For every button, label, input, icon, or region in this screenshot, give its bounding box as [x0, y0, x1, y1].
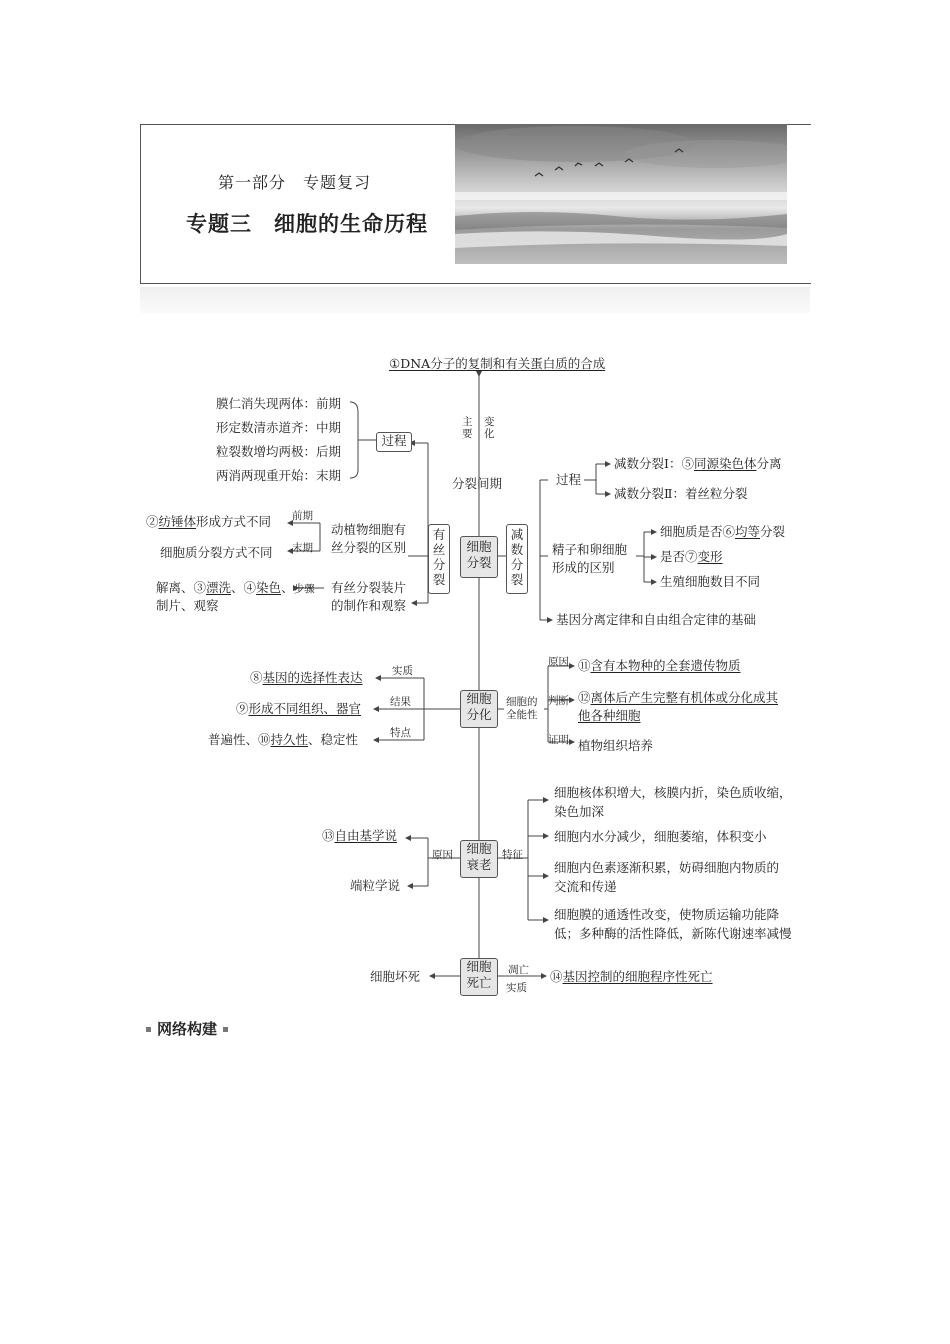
meiosis-2-item: 减数分裂Ⅱ：着丝粒分裂	[614, 486, 748, 501]
phase-anaphase: 粒裂数增均两极：后期	[216, 444, 342, 459]
result-label: 结果	[390, 696, 411, 708]
telomere-item: 端粒学说	[350, 878, 401, 893]
sperm-egg-line1: 精子和卵细胞	[552, 542, 628, 557]
aging-feature-3: 细胞内色素逐渐积累，妨碍细胞内物质的 交流和传递	[554, 860, 780, 894]
judge-item-line2: 他各种细胞	[578, 708, 641, 723]
death-node: 细胞 死亡	[460, 958, 498, 996]
aging-cause-label: 原因	[432, 849, 453, 861]
cause-label: 原因	[548, 656, 569, 668]
phase-prophase: 膜仁消失现两体：前期	[216, 396, 342, 411]
judge-label: 判断	[548, 695, 569, 707]
necrosis-item: 细胞坏死	[370, 969, 421, 984]
late-label: 末期	[292, 542, 313, 554]
meiosis-box: 减数分裂	[506, 524, 528, 594]
meiosis-1-item: 减数分裂Ⅰ：⑤同源染色体分离	[614, 456, 782, 471]
proof-label: 证明	[548, 734, 569, 746]
cause-item: ⑪含有本物种的全套遗传物质	[578, 658, 741, 673]
totipotency-label: 细胞的 全能性	[506, 696, 538, 721]
aging-node: 细胞 衰老	[460, 840, 498, 878]
characteristic-label: 特征	[502, 849, 523, 861]
phase-telophase: 两消两现重开始：末期	[216, 468, 342, 483]
slide-steps-line1: 解离、③漂洗、④染色、步骤	[156, 580, 315, 595]
programmed-death-item: ⑭基因控制的细胞程序性死亡	[550, 969, 713, 984]
mitosis-diff-line1: 动植物细胞有	[331, 522, 407, 537]
dna-replication-text: ①DNA分子的复制和有关蛋白质的合成	[389, 356, 606, 371]
free-radical-item: ⑬自由基学说	[322, 828, 398, 843]
mitosis-diff-line2: 丝分裂的区别	[331, 540, 407, 555]
slide-steps-line2: 制片、观察	[156, 598, 219, 613]
slide-title-line1: 有丝分裂装片	[331, 580, 407, 595]
aging-feature-2: 细胞内水分减少，细胞萎缩，体积变小	[554, 829, 767, 844]
sperm-egg-line2: 形成的区别	[552, 560, 615, 575]
cytoplasm-division-item: 细胞质分裂方式不同	[160, 545, 273, 560]
gene-expression-item: ⑧基因的选择性表达	[250, 670, 363, 685]
features-item: 普遍性、⑩持久性、稳定性	[208, 732, 359, 747]
process-box: 过程	[376, 432, 412, 452]
essence2-label: 实质	[506, 982, 527, 994]
change-label: 变化	[484, 416, 495, 440]
spindle-item: ②纺锤体形成方式不同	[146, 514, 272, 529]
judge-item-line1: ⑫离体后产生完整有机体或分化成其	[578, 690, 779, 705]
network-heading: 网络构建	[140, 1018, 234, 1039]
feature-label: 特点	[390, 727, 411, 739]
tissue-item: ⑨形成不同组织、器官	[236, 701, 362, 716]
part-title: 第一部分 专题复习	[218, 173, 372, 192]
mitosis-box: 有丝分裂	[428, 524, 450, 594]
gene-laws-item: 基因分离定律和自由组合定律的基础	[556, 612, 757, 627]
essence-label: 实质	[392, 665, 413, 677]
cell-division-node: 细胞分裂	[460, 536, 498, 578]
deform-item: 是否⑦变形	[660, 549, 723, 564]
cytoplasm-even-item: 细胞质是否⑥均等分裂	[660, 524, 786, 539]
differentiation-node: 细胞 分化	[460, 690, 498, 728]
meiosis-process-label: 过程	[556, 472, 582, 487]
early-label: 前期	[292, 510, 313, 522]
topic-title: 专题三 细胞的生命历程	[186, 212, 428, 236]
phase-metaphase: 形定数清赤道齐：中期	[216, 420, 342, 435]
aging-feature-1: 细胞核体积增大，核膜内折，染色质收缩， 染色加深	[554, 785, 792, 819]
apoptosis-label: 凋亡	[508, 964, 529, 976]
slide-title-line2: 的制作和观察	[331, 598, 407, 613]
germ-count-item: 生殖细胞数目不同	[660, 574, 761, 589]
proof-item: 植物组织培养	[578, 738, 654, 753]
interphase-label: 分裂间期	[452, 476, 503, 491]
main-label: 主要	[462, 416, 473, 440]
aging-feature-4: 细胞膜的通透性改变，使物质运输功能降 低；多种酶的活性降低，新陈代谢速率减慢	[554, 907, 792, 941]
